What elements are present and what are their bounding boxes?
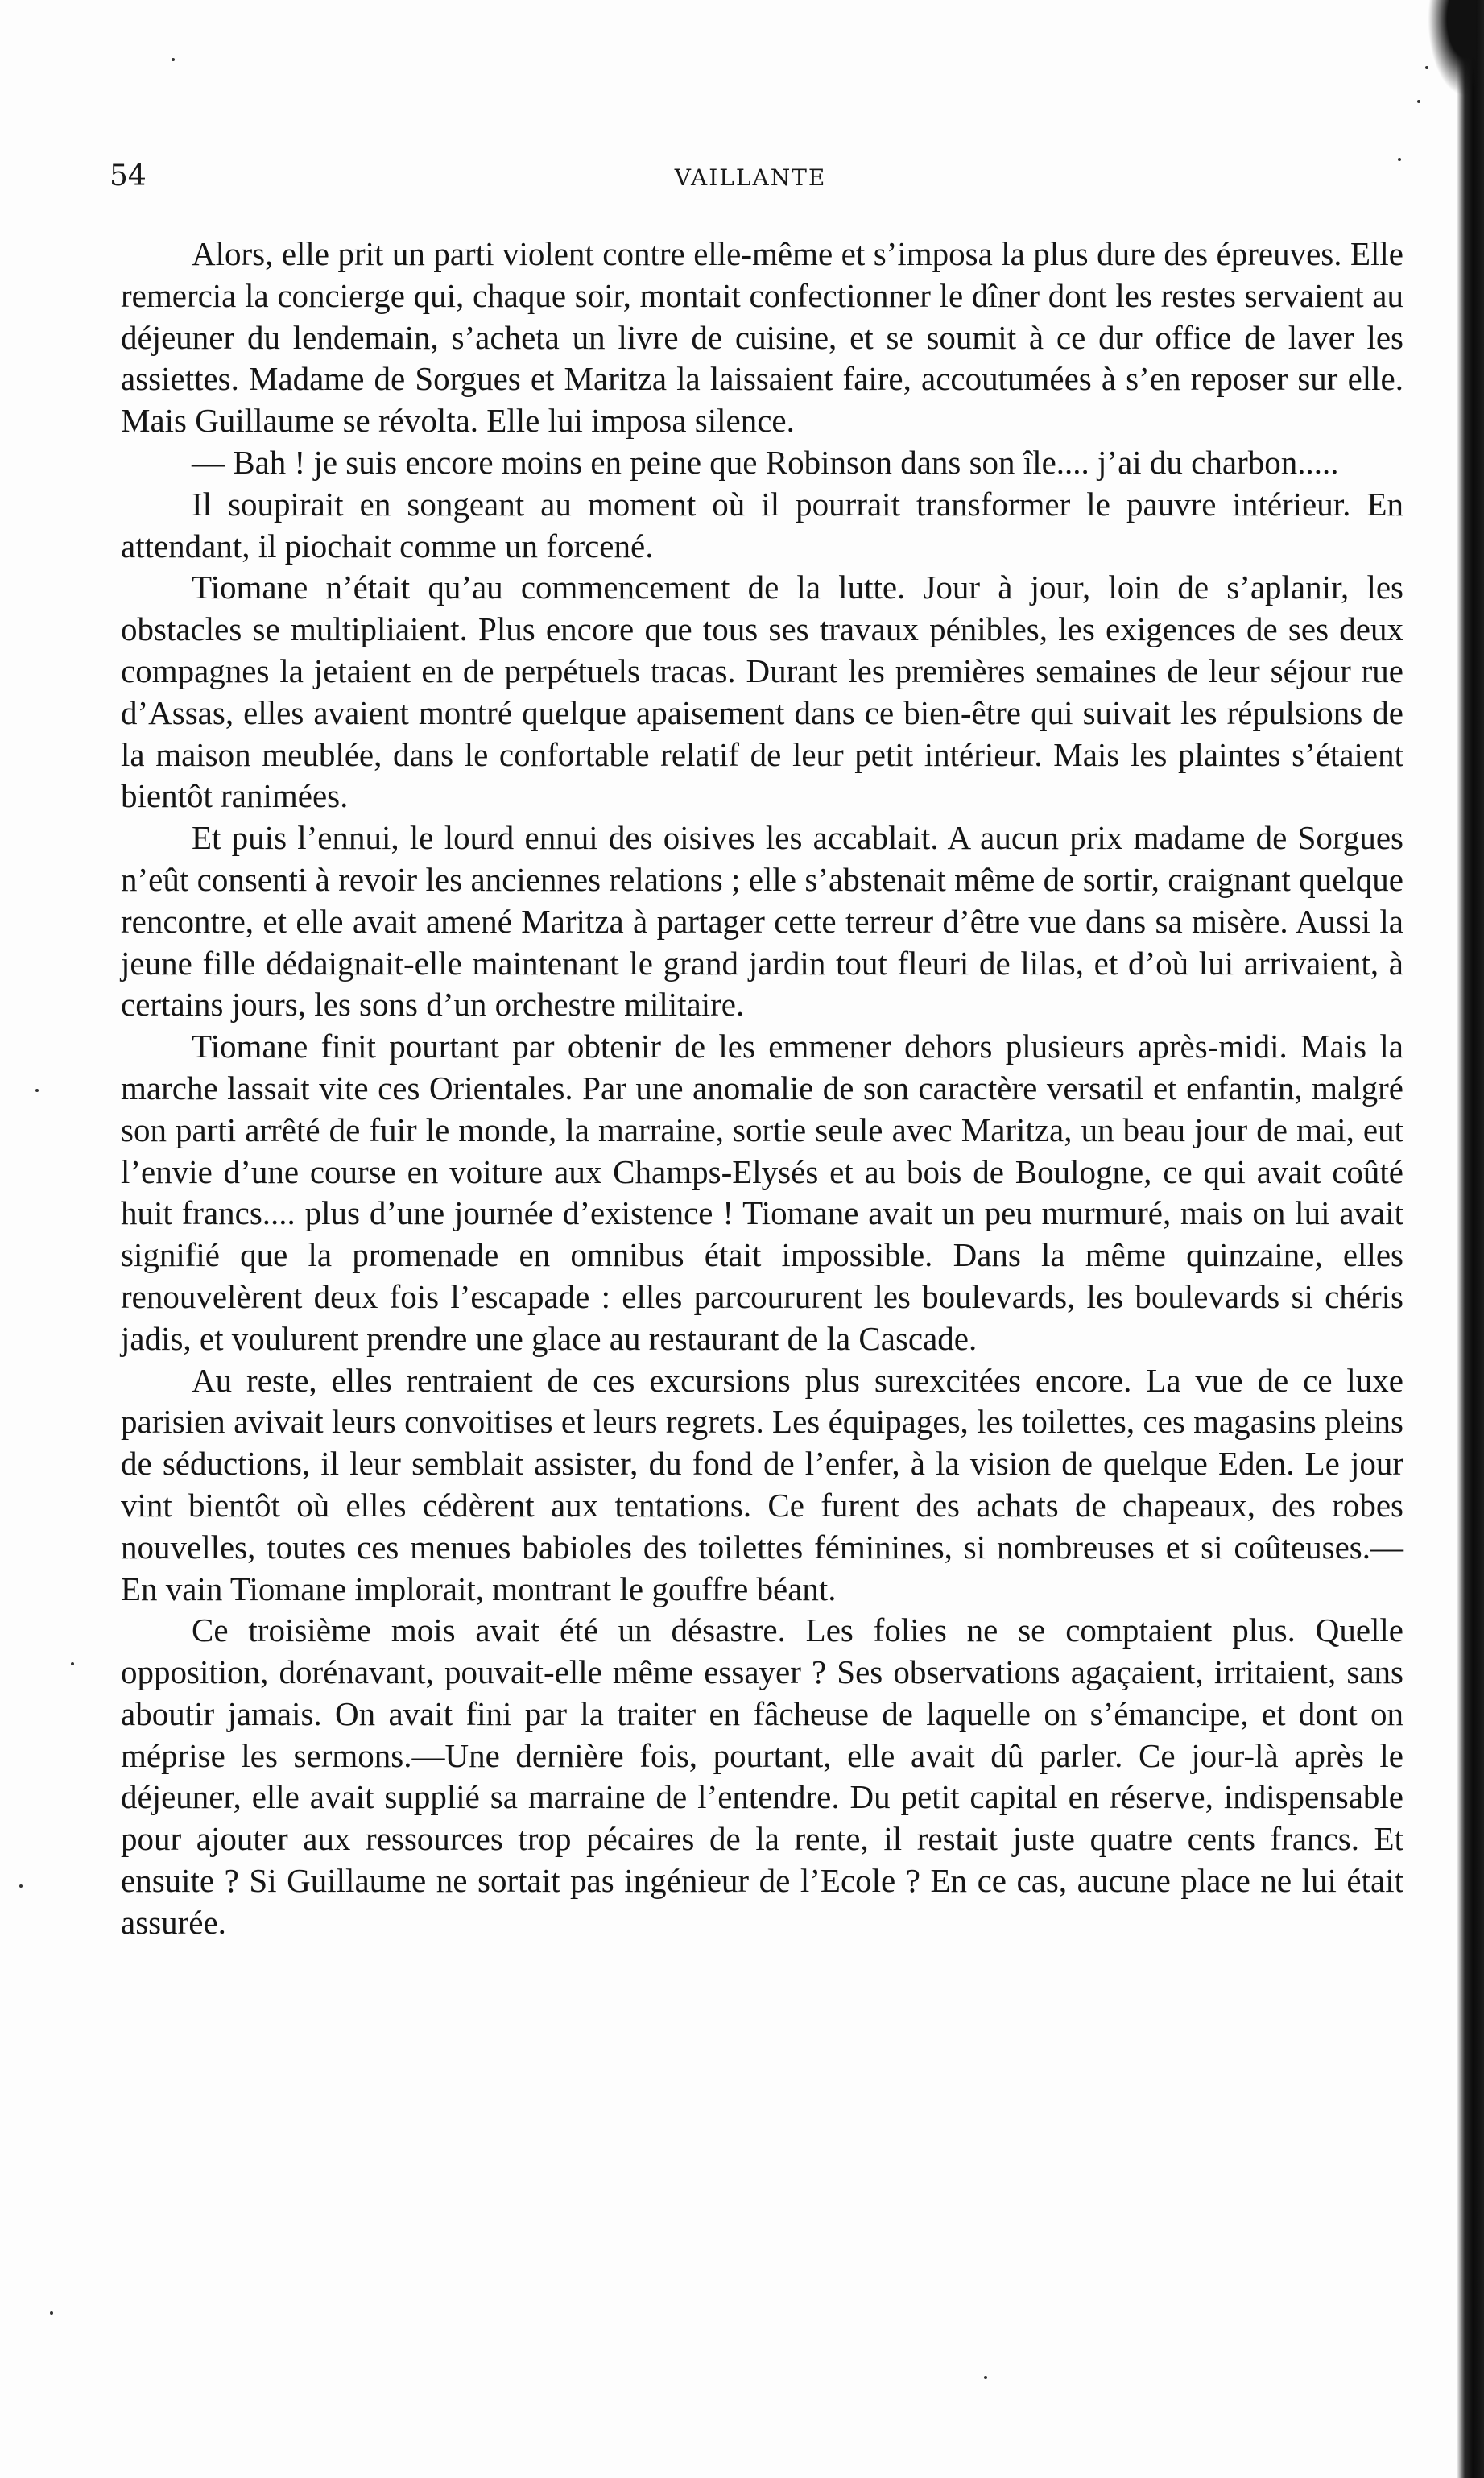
paragraph: Et puis l’ennui, le lourd ennui des oisives les accablait. A aucun prix madame de Sorgues n’eût consenti à revoir les anciennes relations ; elle s’abstenait même de sortir, craignant quelque rencontre, et elle avait amené Maritza à partager cette terreur d’être vue dans sa misère. Aussi la jeune fille dédaignait-elle maintenant le grand jardin tout fleuri de lilas, et d’où lui arrivaient, à certains jours, les sons d’un orchestre militaire. — [121, 819, 1403, 1024]
print-speck — [1417, 100, 1420, 103]
paragraph: Tiomane finit pourtant par obtenir de les emmener dehors plusieurs après-midi. Mais la marche lassait vite ces Orientales. Par une anomalie de son caractère versatil et enfantin, malgré son parti arrêté de fuir le monde, la marraine, sortie seule avec Maritza, un beau jour de mai, eut l’envie d’une course en voiture aux Champs-Elysés et au bois de Boulogne, ce qui avait coûté huit francs.... plus d’une journée d’existence ! Tiomane avait un peu murmuré, mais on lui avait signifié que la promenade en omnibus était impossible. Dans la même quinzaine, elles renouvelèrent deux fois l’escapade : elles parcoururent les boulevards, les boulevards si chéris jadis, et voulurent prendre une glace au restaurant de la Cascade. — [121, 1028, 1403, 1357]
paragraph: Au reste, elles rentraient de ces excursions plus surexcitées encore. La vue de ce luxe parisien avivait leurs convoitises et leurs regrets. Les équipages, les toilettes, ces magasins pleins de séductions, il leur semblait assister, du fond de l’enfer, à la vision de quelque Eden. Le jour vint bientôt où elles cédèrent aux tentations. Ce furent des achats de chapeaux, des robes nouvelles, toutes ces menues babioles des toilettes féminines, si nombreuses et si coûteuses.—En vain Tiomane implorait, montrant le gouffre béant. — [121, 1361, 1403, 1607]
page-number: 54 — [110, 159, 147, 192]
print-speck — [984, 2376, 987, 2379]
print-speck — [19, 1884, 23, 1888]
book-binding-edge — [1457, 0, 1484, 2478]
paragraph: — Bah ! je suis encore moins en peine que Robinson dans son île.... j’ai du charbon..... — [192, 443, 1339, 481]
print-speck — [50, 2311, 53, 2315]
print-speck — [172, 58, 175, 61]
paragraph: Ce troisième mois avait été un désastre. Les folies ne se comptaient plus. Quelle opposition, dorénavant, pouvait-elle même essayer ? Ses observations agaçaient, irritaient, sans aboutir jamais. On avait fini par la traiter en fâcheuse de laquelle on s’émancipe, et dont on méprise les sermons.—Une dernière fois, pourtant, elle avait dû parler. Ce jour-là après le déjeuner, elle avait supplié sa marraine de l’entendre. Du petit capital en réserve, indispensable pour ajouter aux ressources trop pécaires de la rente, il restait juste quatre cents francs. Et ensuite ? Si Guillaume ne sortait pas ingénieur de l’Ecole ? En ce cas, aucune place ne lui était assurée. — [121, 1611, 1403, 1941]
print-speck — [71, 1662, 74, 1665]
running-title: VAILLANTE — [674, 164, 827, 191]
print-speck — [35, 1089, 39, 1092]
paragraph: Il soupirait en songeant au moment où il pourrait transformer le pauvre intérieur. En attendant, il piochait comme un forcené. — [121, 485, 1403, 565]
page-header — [98, 159, 1403, 208]
print-speck — [1425, 66, 1428, 69]
paragraph: Tiomane n’était qu’au commencement de la lutte. Jour à jour, loin de s’aplanir, les obstacles se multipliaient. Plus encore que tous ses travaux pénibles, les exigences de ses deux compagnes la jetaient en de perpétuels tracas. Durant les premières semaines de leur séjour rue d’Assas, elles avaient montré quelque apaisement dans ce bien-être qui suivait les répulsions de la maison meublée, dans le confortable relatif de leur petit intérieur. Mais les plaintes s’étaient bientôt ranimées. — [121, 569, 1403, 815]
body-text — [121, 234, 1403, 1944]
paragraph: Alors, elle prit un parti violent contre elle-même et s’imposa la plus dure des épreuves. Elle remercia la concierge qui, chaque soir, montait confectionner le dîner dont les restes servaient au déjeuner du lendemain, s’acheta un livre de cuisine, et se soumit à ce dur office de laver les assiettes. Madame de Sorgues et Maritza la laissaient faire, accoutumées à s’en reposer sur elle. Mais Guillaume se révolta. Elle lui imposa silence. — [121, 235, 1403, 440]
binding-shadow — [1428, 0, 1476, 97]
